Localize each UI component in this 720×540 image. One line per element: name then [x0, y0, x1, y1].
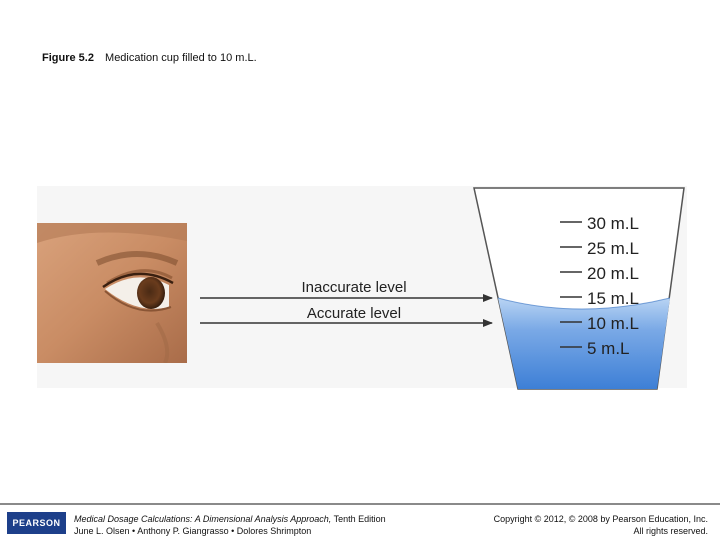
copyright-line-1: Copyright © 2012, © 2008 by Pearson Education, Inc. — [493, 514, 708, 524]
book-title-line — [74, 513, 386, 525]
marking-label-10: 10 m.L — [587, 314, 639, 333]
marking-label-25: 25 m.L — [587, 239, 639, 258]
footer-divider — [0, 503, 720, 505]
accurate-level-label: Accurate level — [306, 305, 402, 322]
marking-label-15: 15 m.L — [587, 289, 639, 308]
inaccurate-level-label: Inaccurate level — [301, 279, 407, 296]
copyright-line-2: All rights reserved. — [633, 526, 708, 536]
book-edition: Tenth Edition — [331, 514, 386, 524]
marking-label-5: 5 m.L — [587, 339, 630, 358]
pearson-logo — [7, 512, 66, 534]
book-title: Medical Dosage Calculations: A Dimensional Analysis Approach, — [74, 514, 332, 524]
marking-label-30: 30 m.L — [587, 214, 639, 233]
marking-label-20: 20 m.L — [587, 264, 639, 283]
figure-caption-text: Medication cup filled to 10 m.L. — [105, 52, 257, 64]
book-info — [74, 513, 386, 537]
pearson-logo-text: PEARSON — [12, 518, 61, 528]
figure-number: Figure 5.2 — [42, 52, 94, 64]
book-authors: June L. Olsen • Anthony P. Giangrasso • Dolores Shrimpton — [74, 526, 312, 536]
copyright-notice — [494, 513, 708, 537]
cup-liquid — [498, 298, 670, 389]
